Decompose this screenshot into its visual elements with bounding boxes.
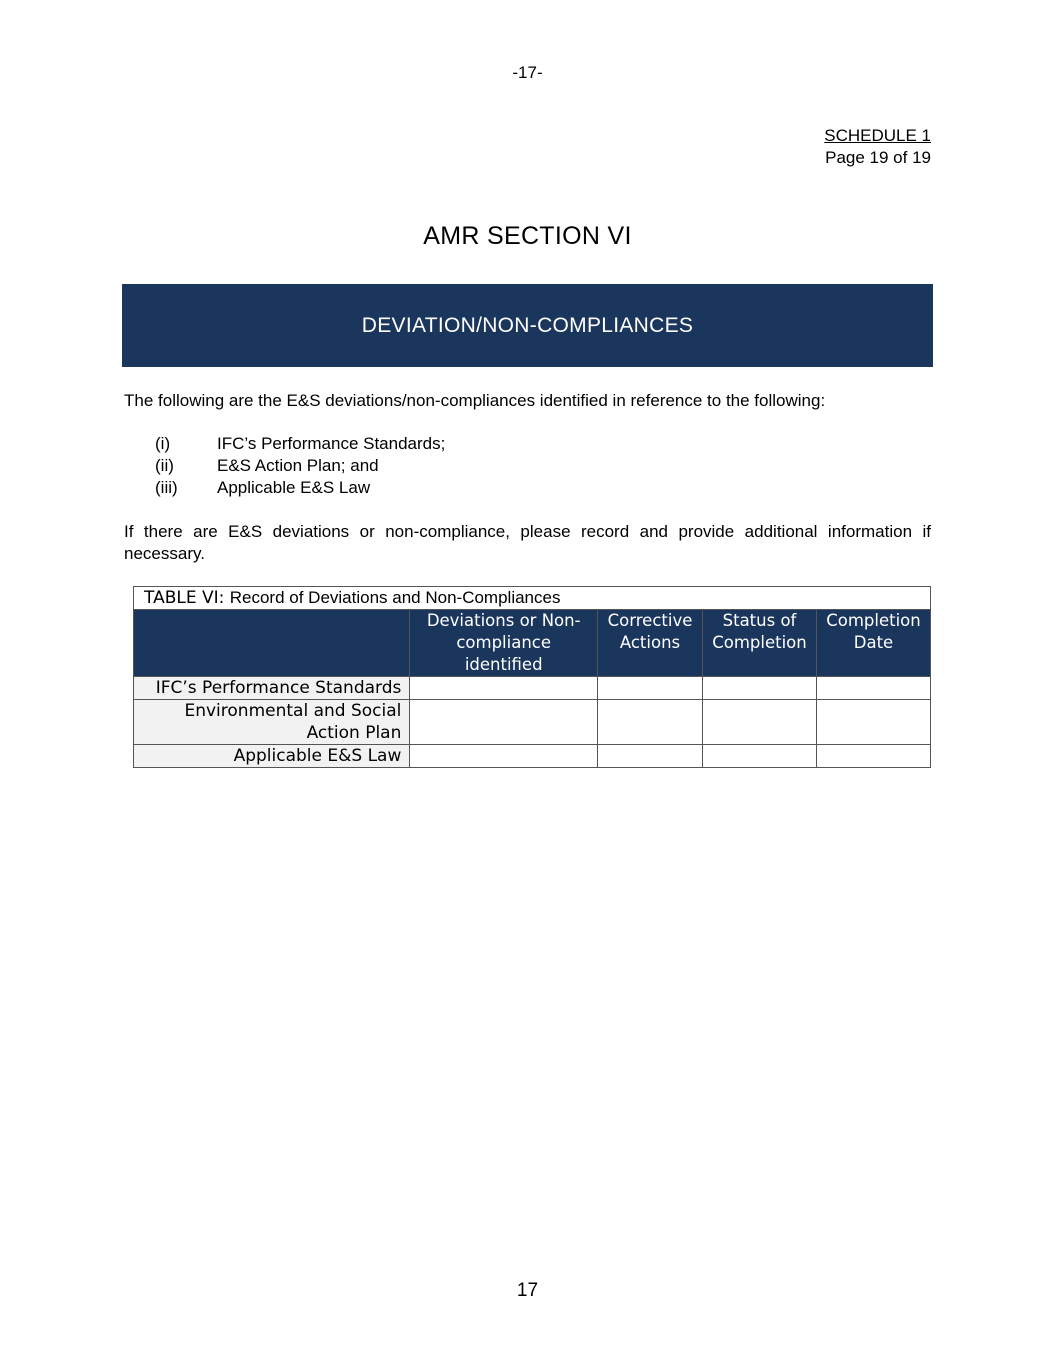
- list-item: [124, 433, 445, 455]
- row-label: Environmental and Social Action Plan: [134, 700, 410, 745]
- row-label: Applicable E&S Law: [134, 745, 410, 768]
- column-header: Completion Date: [816, 610, 930, 677]
- top-page-number: -17-: [512, 63, 543, 82]
- list-item-number: (iii): [155, 478, 178, 497]
- list-item: [124, 477, 445, 499]
- column-header: Status of Completion: [703, 610, 817, 677]
- table-row: [134, 700, 931, 745]
- table-cell[interactable]: [598, 745, 703, 768]
- list-item-text: Applicable E&S Law: [217, 478, 371, 497]
- table-cell[interactable]: [598, 677, 703, 700]
- list-item: [124, 455, 445, 477]
- column-header: Deviations or Non-compliance identified: [410, 610, 598, 677]
- table-row: [134, 677, 931, 700]
- schedule-block: [824, 125, 931, 169]
- table-cell[interactable]: [703, 745, 817, 768]
- table-cell[interactable]: [410, 700, 598, 745]
- table-cell[interactable]: [703, 700, 817, 745]
- table-cell[interactable]: [703, 677, 817, 700]
- note-paragraph: If there are E&S deviations or non-compliance, please record and provide additional information if necessary.: [124, 522, 931, 563]
- list-item-number: (ii): [155, 456, 174, 475]
- table-cell[interactable]: [598, 700, 703, 745]
- banner: [122, 284, 933, 367]
- table-cell[interactable]: [410, 745, 598, 768]
- reference-list: [124, 433, 445, 499]
- section-title: AMR SECTION VI: [423, 222, 632, 250]
- table-caption-text: Record of Deviations and Non-Compliances: [229, 588, 561, 607]
- table-header-row: [134, 610, 931, 677]
- table-cell[interactable]: [410, 677, 598, 700]
- footer-page-number: 17: [516, 1280, 539, 1301]
- deviations-table: [133, 586, 931, 768]
- table-row: [134, 745, 931, 768]
- table-cell[interactable]: [816, 700, 930, 745]
- table-cell[interactable]: [816, 745, 930, 768]
- intro-paragraph: The following are the E&S deviations/non-compliances identified in reference to the following:: [124, 391, 826, 410]
- column-header: Corrective Actions: [598, 610, 703, 677]
- schedule-page: Page 19 of 19: [825, 148, 931, 167]
- schedule-title: SCHEDULE 1: [824, 126, 931, 145]
- list-item-number: (i): [155, 434, 171, 453]
- table-cell[interactable]: [816, 677, 930, 700]
- table-caption: [134, 587, 931, 610]
- banner-title: DEVIATION/NON-COMPLIANCES: [361, 313, 694, 337]
- table-caption-label: TABLE VI:: [144, 588, 225, 608]
- list-item-text: E&S Action Plan; and: [217, 456, 379, 475]
- row-label: IFC’s Performance Standards: [134, 677, 410, 700]
- list-item-text: IFC’s Performance Standards;: [217, 434, 446, 453]
- header-empty-cell: [134, 610, 410, 677]
